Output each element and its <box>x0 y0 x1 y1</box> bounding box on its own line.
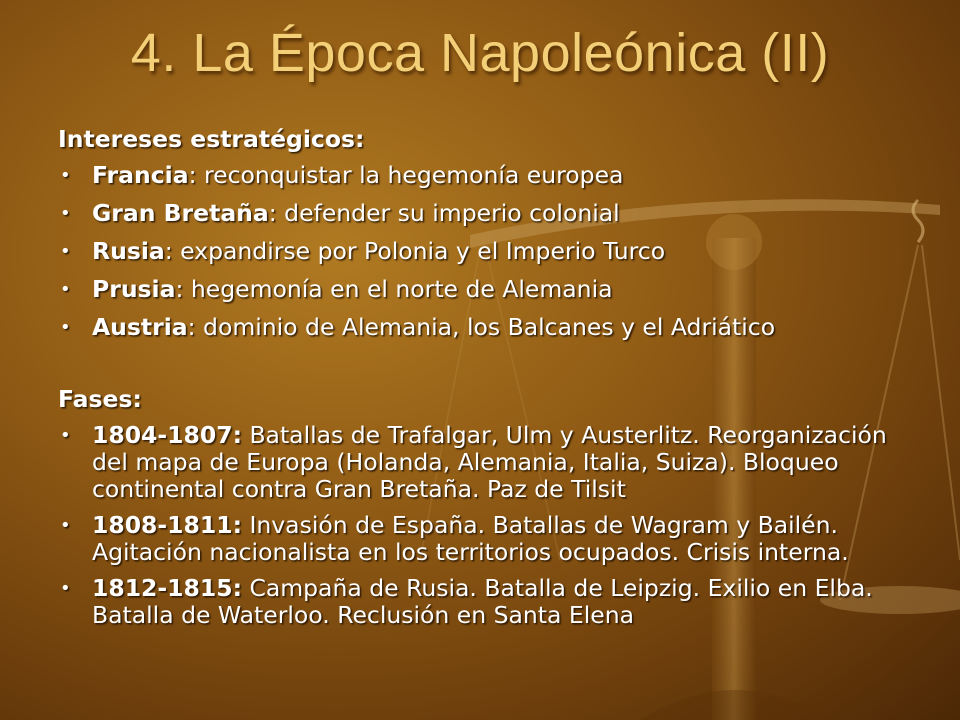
interests-heading: Intereses estratégicos: <box>58 125 365 153</box>
phase-years: 1812-1815: <box>92 574 242 602</box>
bullet-icon: • <box>60 165 71 186</box>
phases-heading: Fases: <box>58 385 142 413</box>
phase-years: 1804-1807: <box>92 421 242 449</box>
slide-content <box>58 126 918 638</box>
country-interest: : defender su imperio colonial <box>268 199 620 227</box>
list-item <box>58 200 918 227</box>
bullet-icon: • <box>60 279 71 300</box>
bullet-icon: • <box>60 317 71 338</box>
list-item <box>58 575 918 629</box>
country-interest: : reconquistar la hegemonía europea <box>188 161 624 189</box>
phase-years: 1808-1811: <box>92 511 242 539</box>
list-item <box>58 276 918 303</box>
list-item <box>58 512 918 566</box>
phase-description: Batallas de Trafalgar, Ulm y Austerlitz. Reorganización del mapa de Europa (Holanda, Alemania, Italia, Suiza). Bloqueo continental contra Gran Bretaña. Paz de Tilsit <box>92 421 887 503</box>
phases-list <box>58 422 918 629</box>
country-interest: : expandirse por Polonia y el Imperio Turco <box>164 237 666 265</box>
bullet-icon: • <box>60 425 71 446</box>
country-name: Austria <box>92 313 188 341</box>
country-interest: : dominio de Alemania, los Balcanes y el Adriático <box>187 313 776 341</box>
list-item <box>58 314 918 341</box>
bullet-icon: • <box>60 241 71 262</box>
slide-title: 4. La Época Napoleónica (II) <box>130 23 830 83</box>
country-name: Francia <box>92 161 189 189</box>
list-item <box>58 162 918 189</box>
list-item <box>58 422 918 503</box>
country-interest: : hegemonía en el norte de Alemania <box>175 275 613 303</box>
phase-description: Invasión de España. Batallas de Wagram y Bailén. Agitación nacionalista en los territorios ocupados. Crisis interna. <box>92 511 849 566</box>
country-name: Gran Bretaña <box>92 199 269 227</box>
bullet-icon: • <box>60 515 71 536</box>
bullet-icon: • <box>60 203 71 224</box>
country-name: Rusia <box>92 237 165 265</box>
list-item <box>58 238 918 265</box>
interests-list <box>58 162 918 341</box>
phase-description: Campaña de Rusia. Batalla de Leipzig. Exilio en Elba. Batalla de Waterloo. Reclusión en Santa Elena <box>92 574 873 629</box>
bullet-icon: • <box>60 578 71 599</box>
country-name: Prusia <box>92 275 176 303</box>
